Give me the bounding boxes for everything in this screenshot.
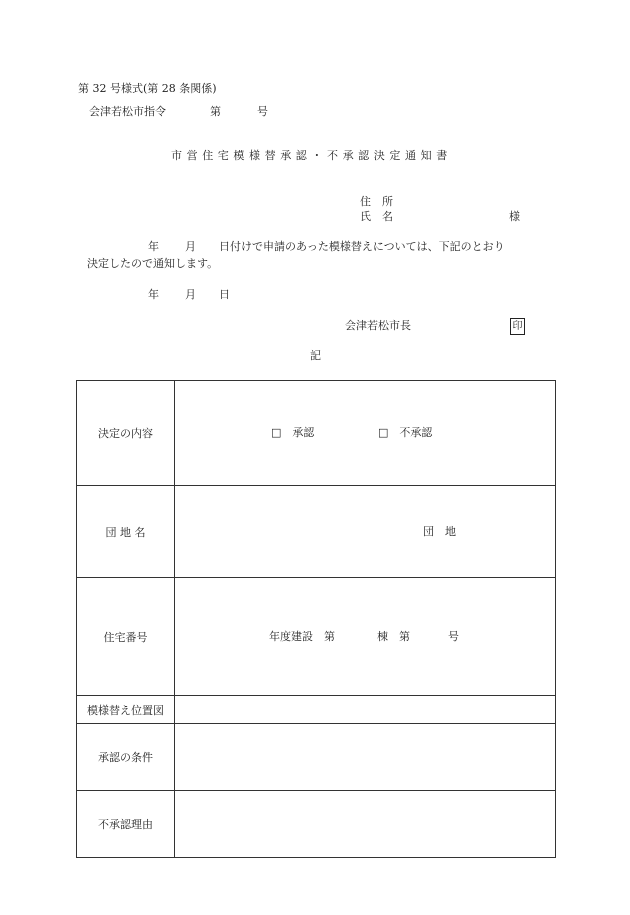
decision-value-cell xyxy=(175,381,556,486)
complex-suffix: 団 地 xyxy=(423,524,456,538)
table-row-house-no xyxy=(77,578,556,696)
seal-stamp: 印 xyxy=(510,318,525,335)
decision-label: 決定の内容 xyxy=(77,381,175,486)
date-month: 月 xyxy=(185,288,196,301)
table-row-conditions xyxy=(77,724,556,791)
location-map-label: 模様替え位置図 xyxy=(77,696,175,724)
house-no-go: 号 xyxy=(448,629,459,643)
mayor-title: 会津若松市長 xyxy=(345,319,411,332)
approve-checkbox[interactable]: □ 承認 xyxy=(271,426,315,439)
address-label: 住 所 xyxy=(360,195,393,208)
house-no-nendo: 年度建設 第 xyxy=(269,629,335,643)
ki-heading: 記 xyxy=(310,349,321,362)
conditions-value-cell[interactable] xyxy=(175,724,556,791)
decision-table xyxy=(76,380,556,858)
conditions-label: 承認の条件 xyxy=(77,724,175,791)
house-no-label: 住宅番号 xyxy=(77,578,175,696)
reject-checkbox[interactable]: □ 不承認 xyxy=(378,426,433,439)
body-line1: 日付けで申請のあった模様替えについては、下記のとおり xyxy=(219,240,505,253)
complex-value-cell xyxy=(175,486,556,578)
document-title: 市営住宅模様替承認・不承認決定通知書 xyxy=(171,149,452,162)
table-row-complex xyxy=(77,486,556,578)
table-row-rejection-reason xyxy=(77,791,556,858)
form-number: 第 32 号様式(第 28 条関係) xyxy=(78,82,217,95)
body-line2: 決定したので通知します。 xyxy=(87,257,219,270)
rejection-reason-label: 不承認理由 xyxy=(77,791,175,858)
table-row-location-map xyxy=(77,696,556,724)
complex-label: 団 地 名 xyxy=(77,486,175,578)
date-year: 年 xyxy=(148,288,159,301)
house-no-to: 棟 第 xyxy=(377,629,410,643)
table-row-decision xyxy=(77,381,556,486)
rejection-reason-value-cell[interactable] xyxy=(175,791,556,858)
date-day: 日 xyxy=(219,288,230,301)
body-year: 年 xyxy=(148,240,159,253)
location-map-value-cell[interactable] xyxy=(175,696,556,724)
issuer-ref-dai: 第 xyxy=(210,105,221,118)
issuer-ref-prefix: 会津若松市指令 xyxy=(89,105,166,118)
issuer-ref-go: 号 xyxy=(257,105,268,118)
body-month: 月 xyxy=(185,240,196,253)
honorific-sama: 様 xyxy=(509,210,520,223)
name-label: 氏 名 xyxy=(360,210,393,223)
house-no-value-cell xyxy=(175,578,556,696)
